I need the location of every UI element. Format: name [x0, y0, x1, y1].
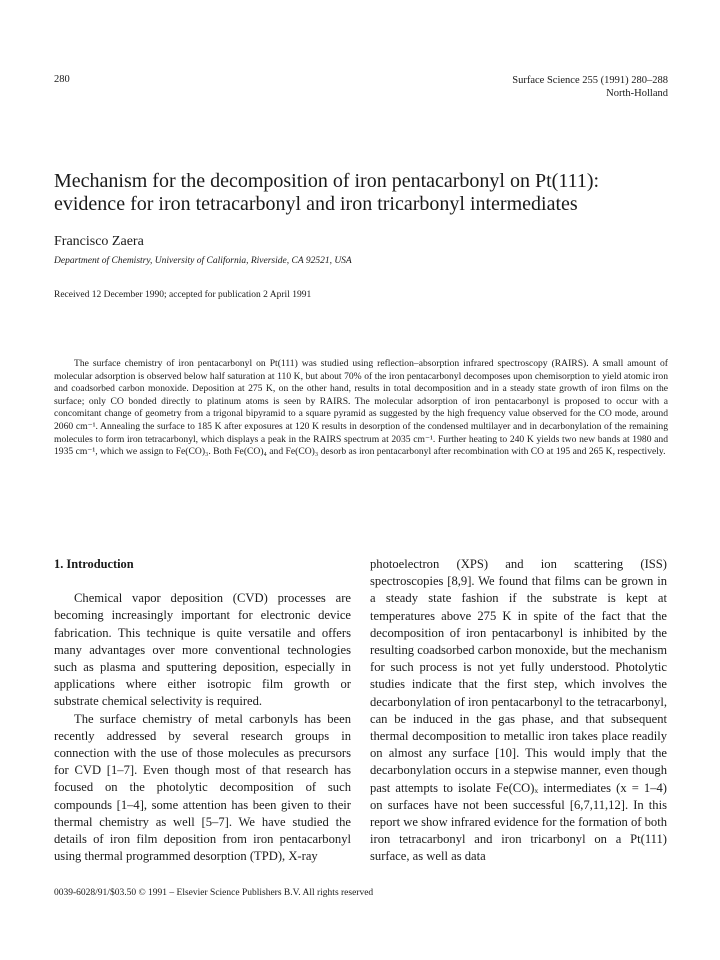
author-name: Francisco Zaera — [54, 234, 144, 249]
body-paragraph: Chemical vapor deposition (CVD) processes are becoming increasingly important for electronic device fabrication. This technique is quite versatile and offers many advantages over more conventional technologies such as plasma and sputtering deposition, especially in applications where either isotropic film growth or substrate chemical selectivity is required. — [54, 591, 351, 709]
body-paragraph: photoelectron (XPS) and ion scattering (ISS) spectroscopies [8,9]. We found that films can be grown in a steady state fashion if the substrate is kept at temperatures above 275 K in spite of the fact that the decomposition of iron pentacarbonyl is inhibited by the resulting coadsorbed carbon monoxide, but the mechanism for such process is not yet fully understood. Photolytic studies indicate that the first step, which involves the decarbonylation of iron pentacarbonyl to the tetracarbonyl, can be induced in the gas phase, and that subsequent thermal decomposition to metallic iron takes place readily on almost any surface [10]. This would imply that the decarbonylation occurs in a stepwise manner, even though past attempts to isolate Fe(CO)ₓ intermediates (x = 1–4) on surfaces have not been successful [6,7,11,12]. In this report we show infrared evidence for the formation of both iron tetracarbonyl and iron tricarbonyl on a Pt(111) surface, as well as data — [370, 557, 667, 864]
section-heading: 1. Introduction — [54, 557, 134, 571]
received-dates: Received 12 December 1990; accepted for publication 2 April 1991 — [54, 290, 312, 300]
journal-line-1: Surface Science 255 (1991) 280–288 — [512, 75, 668, 86]
author-affiliation: Department of Chemistry, University of California, Riverside, CA 92521, USA — [54, 256, 352, 266]
body-paragraph: The surface chemistry of metal carbonyls has been recently addressed by several research groups in connection with the use of those molecules as precursors for CVD [1–7]. Even though most of that research has focused on the photolytic decomposition of such compounds [1–4], some attention has been given to their thermal chemistry as well [5–7]. We have studied the details of iron film deposition from iron pentacarbonyl using thermal programmed desorption (TPD), X-ray — [54, 711, 351, 864]
abstract: The surface chemistry of iron pentacarbonyl on Pt(111) was studied using reflection–absorption infrared spectroscopy (RAIRS). A small amount of molecular adsorption is observed below half saturation at 110 K, but about 70% of the iron pentacarbonyl decomposes upon chemisorption to yield atomic iron and coadsorbed carbon monoxide. Deposition at 275 K, on the other hand, results in total decomposition and in a steady state growth of iron films on the surface; only CO bonded directly to platinum atoms is seen by RAIRS. The molecular adsorption of iron pentacarbonyl is proposed to occur with a concomitant change of geometry from a trigonal bipyramid to a square pyramid as suggested by the high frequency value observed for the CO mode, around 2060 cm⁻¹. Annealing the surface to 185 K after exposures at 120 K results in desorption of the condensed multilayer and in decarbonylation of the remaining molecules to form iron tetracarbonyl, which displays a peak in the RAIRS spectrum at 2035 cm⁻¹. Further heating to 240 K yields two new bands at 1980 and 1935 cm⁻¹, which we assign to Fe(CO)₃. Both Fe(CO)₄ and Fe(CO)₃ desorb as iron pentacarbonyl after recombination with CO at 195 and 265 K, respectively. — [54, 358, 668, 458]
body-column-left — [54, 556, 351, 865]
copyright-footer: 0039-6028/91/$03.50 © 1991 – Elsevier Science Publishers B.V. All rights reserved — [54, 888, 374, 898]
paper-title: Mechanism for the decomposition of iron pentacarbonyl on Pt(111): evidence for iron tetracarbonyl and iron tricarbonyl intermediates — [54, 170, 600, 215]
page-number: 280 — [54, 74, 70, 85]
journal-citation — [512, 74, 668, 100]
body-column-right — [370, 556, 667, 866]
journal-line-2: North-Holland — [606, 88, 668, 99]
